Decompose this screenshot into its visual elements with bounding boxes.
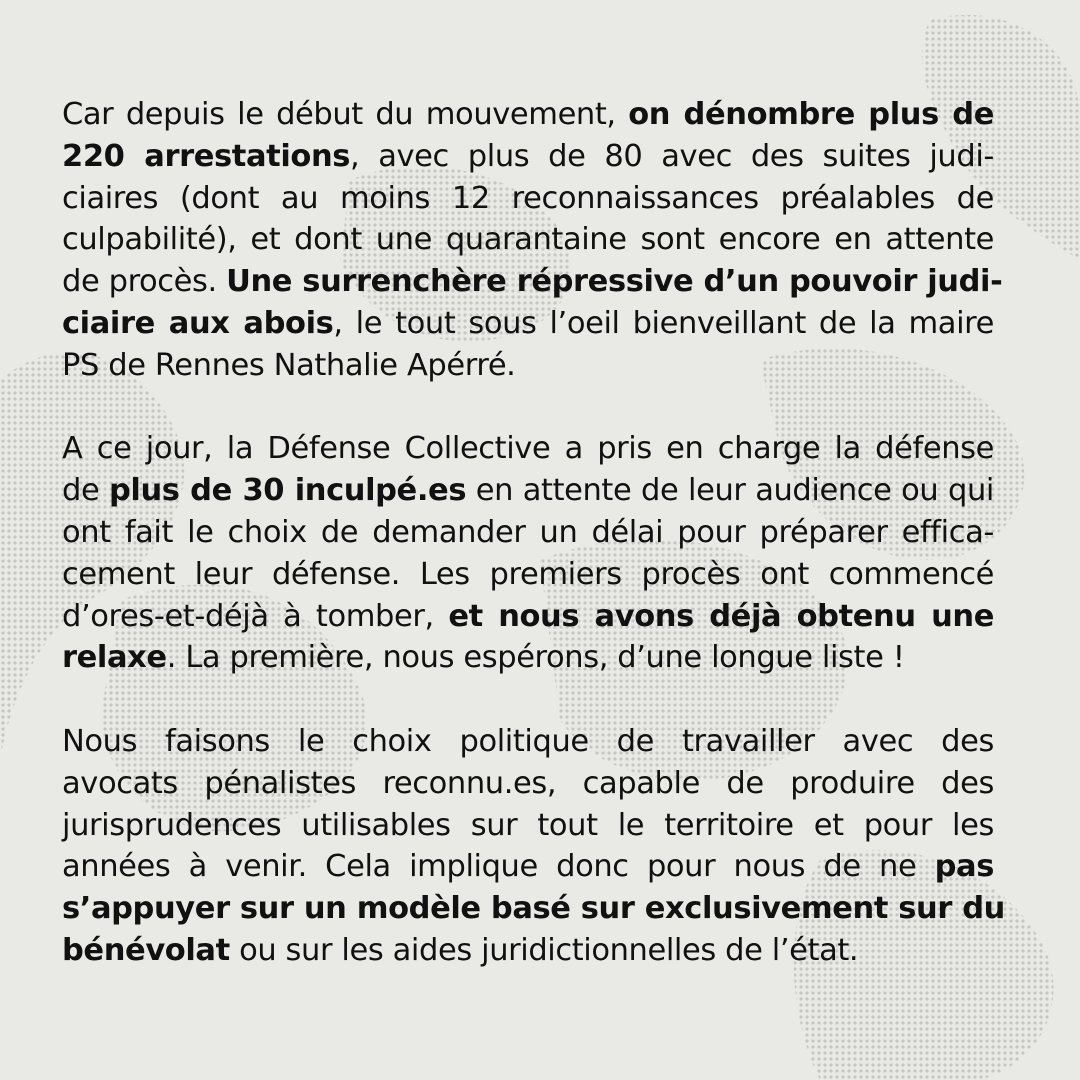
text-line — [62, 930, 994, 972]
text-run: de procès. — [62, 264, 227, 300]
bold-text-run: et nous avons déjà obtenu une — [448, 598, 994, 634]
text-line — [62, 470, 994, 512]
bold-text-run: relaxe — [62, 640, 167, 676]
text-line — [62, 303, 994, 345]
text-run: cement leur défense. Les premiers procès ont commencé — [62, 556, 994, 592]
bold-text-run: s’appuyer sur un modèle basé sur exclusivement sur du — [62, 891, 1005, 927]
text-run: d’ores-et-déjà à tomber, — [62, 598, 449, 634]
bold-text-run: 220 arrestations — [62, 138, 351, 174]
paragraph — [62, 428, 994, 679]
text-line — [62, 345, 994, 387]
bold-text-run: plus de 30 inculpé.es — [109, 473, 467, 509]
text-run: avocats pénalistes reconnu.es, capable de produire des — [62, 765, 994, 801]
text-line — [62, 178, 994, 220]
text-run: PS de Rennes Nathalie Apérré. — [62, 347, 516, 383]
text-line — [62, 428, 994, 470]
text-line — [62, 512, 994, 554]
text-line — [62, 219, 994, 261]
text-run: ont fait le choix de demander un délai pour préparer effica- — [62, 514, 994, 550]
text-line — [62, 637, 994, 679]
text-line — [62, 261, 1003, 303]
text-line — [62, 94, 994, 136]
text-run: de — [62, 473, 109, 509]
bold-text-run: pas — [934, 849, 994, 885]
bold-text-run: Une surrenchère répressive d’un pouvoir judi- — [226, 264, 1003, 300]
text-run: culpabilité), et dont une quarantaine sont encore en attente — [62, 222, 994, 258]
body-text — [62, 94, 1005, 1014]
text-line — [62, 136, 994, 178]
text-line — [62, 721, 994, 763]
text-run: en attente de leur audience ou qui — [466, 473, 994, 509]
text-line — [62, 846, 994, 888]
text-line — [62, 763, 994, 805]
text-line — [62, 805, 994, 847]
text-run: A ce jour, la Défense Collective a pris en charge la défense — [62, 431, 994, 467]
text-run: ciaires (dont au moins 12 reconnaissances préalables de — [62, 180, 994, 216]
text-line — [62, 596, 994, 638]
paragraph — [62, 721, 1005, 972]
text-run: jurisprudences utilisables sur tout le territoire et pour les — [62, 807, 994, 843]
paragraph — [62, 94, 1003, 387]
text-run: années à venir. Cela implique donc pour nous de ne — [62, 849, 935, 885]
text-run: , le tout sous l’oeil bienveillant de la maire — [333, 305, 994, 341]
text-run: . La première, nous espérons, d’une longue liste ! — [166, 640, 905, 676]
bold-text-run: ciaire aux abois — [62, 305, 334, 341]
text-run: ou sur les aides juridictionnelles de l’état. — [229, 932, 859, 968]
bold-text-run: bénévolat — [62, 932, 230, 968]
text-line — [62, 888, 1005, 930]
text-run: , avec plus de 80 avec des suites judi- — [350, 138, 994, 174]
text-line — [62, 554, 994, 596]
text-run: Nous faisons le choix politique de travailler avec des — [62, 723, 994, 759]
text-run: Car depuis le début du mouvement, — [62, 97, 629, 132]
bold-text-run: on dénombre plus de — [628, 97, 994, 132]
